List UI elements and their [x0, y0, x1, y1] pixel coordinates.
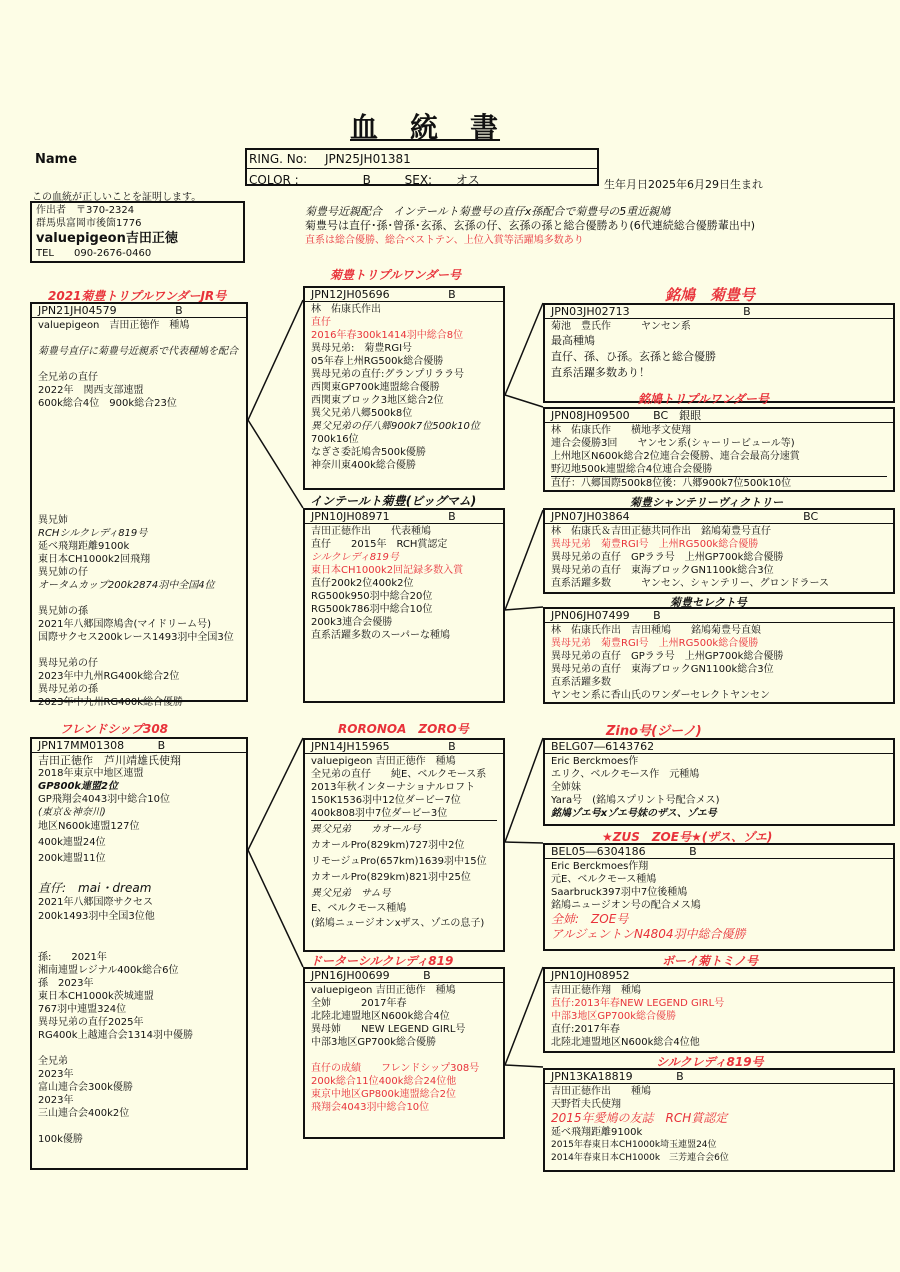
sss-ring: JPN03JH02713: [551, 305, 630, 318]
sd-title: インテールト菊豊(ビッグマム): [310, 494, 477, 508]
breeder-line: 作出者 〒370-2324: [36, 205, 135, 216]
dd-color: B: [423, 969, 431, 982]
sd-box: [303, 508, 505, 703]
ssd-box: [543, 407, 895, 492]
pedigree-line: 767羽中連盟324位: [38, 1004, 127, 1015]
pedigree-line: RG500k950羽中総合20位: [311, 591, 433, 602]
dd-box: [303, 967, 505, 1139]
pedigree-line: 最高種鳩: [551, 334, 595, 347]
sd-header: [305, 510, 503, 524]
dds-title: ボーイ菊トミノ号: [662, 954, 759, 968]
sd-ring: JPN10JH08971: [311, 510, 390, 523]
pedigree-line: 東日本CH1000k茨城連盟: [38, 991, 154, 1002]
pedigree-line: [38, 462, 240, 475]
pedigree-line: 2014年春東日本CH1000k 三芳連合会6位: [551, 1153, 729, 1163]
pedigree-line: [38, 410, 240, 423]
pedigree-line: 異兄姉: [38, 515, 68, 526]
sdd-title: 菊豊セレクト号: [670, 596, 747, 609]
dss-box: [543, 738, 895, 826]
pedigree-line: RCHシルクレディ819号: [38, 528, 148, 539]
sss-box: [543, 303, 895, 403]
pedigree-line: 直仔 2015年 RCH賞認定: [311, 539, 448, 550]
sds-title: 菊豊シャンテリーヴィクトリー: [630, 496, 784, 509]
pedigree-line: 連合会優勝3回 ヤンセン系(シャーリービュール等): [551, 438, 795, 449]
ring-label: RING. No:: [249, 152, 308, 166]
pedigree-line: 2018年東京中地区連盟: [38, 768, 144, 779]
pedigree-line: 200k1493羽中全国3位他: [38, 911, 155, 922]
pedigree-line: GP800k連盟2位: [38, 781, 119, 792]
page-title: 血 統 書: [350, 111, 501, 144]
pedigree-line: [38, 592, 240, 605]
dam-header: [32, 739, 246, 753]
pedigree-line: RG500k786羽中総合10位: [311, 604, 433, 615]
pedigree-line: [38, 1120, 240, 1133]
dd-ring: JPN16JH00699: [311, 969, 390, 982]
pedigree-line: Yara号 (銘鳩スプリント号配合メス): [551, 795, 720, 806]
color-value: B: [362, 173, 371, 187]
sire-ring: JPN21JH04579: [38, 304, 117, 317]
pedigree-line: [38, 867, 240, 880]
pedigree-line: 直仔、孫、ひ孫。玄孫と総合優勝: [551, 350, 716, 363]
pedigree-line: (東京＆神奈川): [38, 807, 106, 818]
pedigree-line: 異母兄弟の仔: [38, 658, 98, 669]
pedigree-line: 西関東GP700k連盟総合優勝: [311, 382, 440, 393]
pedigree-line: 150K1536羽中12位ダービー7位: [311, 795, 461, 806]
pedigree-line: Eric Berckmoes作: [551, 756, 639, 767]
pedigree-line: 上州地区N600k総合2位連合会優勝、連合会最高分速賞: [551, 451, 800, 462]
dss-title: Zino号(ジーノ): [606, 724, 702, 739]
pedigree-line: シルクレディ819号: [311, 552, 399, 563]
pedigree-line: 異父兄弟 カオール号: [311, 824, 421, 835]
sds-header: [545, 510, 893, 524]
pedigree-line: [38, 358, 240, 371]
breeder-tel: TEL 090-2676-0460: [36, 248, 152, 259]
pedigree-line: 直仔200k2位400k2位: [311, 578, 414, 589]
pedigree-line: 林 佑康氏作出 吉田種鳩 銘鳩菊豊号直娘: [551, 625, 761, 636]
pedigree-line: 直系活躍多数のスーパーな種鳩: [311, 630, 450, 641]
pedigree-line: 直系活躍多数 ヤンセン、シャンテリー、グロンドラース: [551, 578, 829, 589]
pedigree-line: 異母兄弟の孫: [38, 684, 98, 695]
sds-box: [543, 508, 895, 594]
pedigree-line: 異兄姉の孫: [38, 606, 88, 617]
pedigree-line: リモージュPro(657km)1639羽中15位: [311, 856, 487, 867]
pedigree-line: 05年春上州RG500k総合優勝: [311, 356, 444, 367]
pedigree-line: 400k808羽中7位ダービー3位: [311, 807, 497, 821]
pedigree-line: 異母兄弟の直仔 GPララ号 上州GP700k総合優勝: [551, 651, 784, 662]
pedigree-line: 全姉: ZOE号: [551, 912, 629, 926]
pedigree-line: 北陸北連盟地区N600k総合4位他: [551, 1037, 700, 1048]
sdd-box: [543, 607, 895, 704]
sdd-color: B: [653, 609, 661, 622]
pedigree-line: 異母兄弟 菊豊RGⅠ号 上州RG500k総合優勝: [551, 539, 759, 550]
dsd-title: ★ZUS ZOE号★(ザス、ゾエ): [602, 830, 773, 844]
pedigree-line: 2022年 関西支部連盟: [38, 385, 144, 396]
ring-box: [245, 148, 599, 186]
pedigree-line: [311, 1049, 497, 1062]
pedigree-line: 異父兄弟 サム号: [311, 888, 391, 899]
ds-title: RORONOA ZORO号: [338, 722, 469, 736]
dss-ring: BELG07―6143762: [551, 740, 655, 753]
pedigree-line: 異母兄弟の直仔 東海ブロックGN1100k総合3位: [551, 565, 774, 576]
pedigree-line: [38, 423, 240, 436]
pedigree-line: 直仔の成績 フレンドシップ308号: [311, 1063, 480, 1074]
sire-color: B: [175, 304, 183, 317]
pedigree-line: ヤンセン系に香山氏のワンダーセレクトヤンセン: [551, 690, 770, 701]
dam-title: フレンドシップ308: [60, 722, 169, 736]
pedigree-line: 三山連合会400k2位: [38, 1108, 130, 1119]
pedigree-line: 全兄弟の直仔 純E、ベルクモース系: [311, 769, 487, 780]
pedigree-line: 神奈川東400k総合優勝: [311, 460, 416, 471]
dam-ring: JPN17MM01308: [38, 739, 125, 752]
note-line: 菊豊号は直仔･孫･曾孫･玄孫、玄孫の仔、玄孫の孫と総合優勝あり(6代連続総合優勝輩出中): [305, 219, 756, 232]
pedigree-line: 400k連盟24位: [38, 837, 106, 848]
pedigree-line: 2013年秋インターナショナルロフト: [311, 782, 476, 793]
ss-ring: JPN12JH05696: [311, 288, 390, 301]
pedigree-line: 直仔: [311, 317, 331, 328]
pedigree-line: 異母兄弟 菊豊RGⅠ号 上州RG500k総合優勝: [551, 638, 759, 649]
name-label: Name: [35, 152, 78, 167]
dam-box: [30, 737, 248, 1170]
ddd-title: シルクレディ819号: [656, 1055, 764, 1069]
ss-box: [303, 286, 505, 490]
pedigree-line: 中部3地区GP700k総合優勝: [311, 1037, 437, 1048]
pedigree-line: 直仔：八郷国際500k8位後：八郷900k7位500k10位: [551, 476, 887, 490]
pedigree-line: 林 佑康氏作 横地孝文使翔: [551, 425, 691, 436]
dd-title: ドーターシルクレディ819: [310, 954, 454, 968]
pedigree-line: カオールPro(829km)821羽中25位: [311, 872, 471, 883]
sd-color: B: [448, 510, 456, 523]
pedigree-line: 全兄弟の直仔: [38, 372, 98, 383]
pedigree-line: 2015年愛鳩の友誌 RCH賞認定: [551, 1111, 728, 1125]
pedigree-line: 異父兄弟の仔八郷900k7位500k10位: [311, 421, 480, 432]
pedigree-line: 林 佑康氏＆吉田正徳共同作出 銘鳩菊豊号直仔: [551, 526, 771, 537]
pedigree-line: 異母兄弟の直仔:グランプリララ号: [311, 369, 464, 380]
sex-label: SEX:: [404, 173, 433, 187]
birth-date: 生年月日2025年6月29日生まれ: [604, 178, 763, 191]
pedigree-line: 200k総合11位400k総合24位他: [311, 1076, 457, 1087]
breeder-name: valuepigeon吉田正徳: [36, 231, 178, 246]
sire-header: [32, 304, 246, 318]
pedigree-line: 吉田正徳作出 種鳩: [551, 1086, 651, 1097]
pedigree-line: 2015年春東日本CH1000k埼玉連盟24位: [551, 1140, 717, 1150]
pedigree-line: 異母兄弟の直仔 東海ブロックGN1100k総合3位: [551, 664, 774, 675]
pedigree-line: 銘鳩ゾエ号xゾエ号妹のザス、ゾエ号: [551, 808, 717, 819]
pedigree-line: valuepigeon 吉田正徳作 種鳩: [311, 756, 456, 767]
pedigree-line: [38, 938, 240, 951]
pedigree-line: 西関東ブロック3地区総合2位: [311, 395, 444, 406]
breeder-line: 群馬県富岡市後箇1776: [36, 218, 142, 229]
pedigree-line: [38, 449, 240, 462]
pedigree-line: カオールPro(829km)727羽中2位: [311, 840, 465, 851]
pedigree-line: 2016年春300k1414羽中総合8位: [311, 330, 464, 341]
pedigree-line: 異母兄弟の直仔2025年: [38, 1017, 144, 1028]
pedigree-line: [38, 436, 240, 449]
ds-header: [305, 740, 503, 754]
pedigree-line: 延べ飛翔距離9100k: [551, 1127, 643, 1138]
ss-color: B: [448, 288, 456, 301]
pedigree-line: [38, 925, 240, 938]
ssd-header: [545, 409, 893, 423]
pedigree-line: RG400k上越連合会1314羽中優勝: [38, 1030, 194, 1041]
pedigree-line: オータムカップ200k2874羽中全国4位: [38, 580, 215, 591]
pedigree-line: 直仔:2013年春NEW LEGEND GIRL号: [551, 998, 725, 1009]
pedigree-line: (銘鳩ニュージオンxザス、ゾエの息子): [311, 918, 485, 929]
dsd-ring: BEL05―6304186: [551, 845, 646, 858]
pedigree-line: 2023年: [38, 1095, 74, 1106]
pedigree-line: エリク、ベルクモース作 元種鳩: [551, 769, 700, 780]
pedigree-line: 600k総合4位 900k総合23位: [38, 398, 177, 409]
pedigree-line: 異母姉 NEW LEGEND GIRL号: [311, 1024, 466, 1035]
pedigree-line: 東日本CH1000k2回飛翔: [38, 554, 151, 565]
pedigree-line: [38, 332, 240, 345]
dd-header: [305, 969, 503, 983]
pedigree-line: 吉田正徳作出 代表種鳩: [311, 526, 431, 537]
sdd-header: [545, 609, 893, 623]
pedigree-line: [38, 488, 240, 501]
ssd-ring: JPN08JH09500: [551, 409, 630, 422]
note-line: 菊豊号近親配合 インテールト菊豊号の直仔x孫配合で菊豊号の5重近親鳩: [305, 205, 671, 218]
pedigree-line: 吉田正徳作 芦川靖雄氏使翔: [38, 754, 181, 767]
ss-title: 菊豊トリプルワンダー号: [330, 268, 462, 282]
sds-color: BC: [803, 510, 819, 523]
pedigree-line: E、ベルクモース種鳩: [311, 903, 407, 914]
pedigree-line: 異兄姉の仔: [38, 567, 88, 578]
ddd-ring: JPN13KA18819: [551, 1070, 633, 1083]
pedigree-line: 銘鳩ニュージオン号の配合メス鳩: [551, 900, 701, 911]
pedigree-line: valuepigeon 吉田正徳作 種鳩: [311, 985, 456, 996]
sire-title: 2021菊豊トリプルワンダーJR号: [48, 289, 227, 303]
pedigree-line: 中部3地区GP700k総合優勝: [551, 1011, 677, 1022]
ds-box: [303, 738, 505, 952]
pedigree-line: 東日本CH1000k2回記録多数入賞: [311, 565, 464, 576]
breeder-box: [30, 201, 245, 263]
pedigree-line: 孫: 2021年: [38, 952, 107, 963]
dds-header: [545, 969, 893, 983]
ss-header: [305, 288, 503, 302]
pedigree-line: 直系活躍多数: [551, 677, 611, 688]
sex-value: オス: [455, 173, 480, 187]
pedigree-line: 菊池 豊氏作 ヤンセン系: [551, 321, 691, 332]
pedigree-line: 湘南連盟レジナル400k総合6位: [38, 965, 179, 976]
pedigree-line: 富山連合会300k優勝: [38, 1082, 133, 1093]
ds-color: B: [448, 740, 456, 753]
sire-box: [30, 302, 248, 708]
pedigree-line: アルジェントンN4804羽中総合優勝: [551, 927, 746, 941]
pedigree-line: 2021年八郷国際鳩舎(マイドリーム号): [38, 619, 212, 630]
dsd-box: [543, 843, 895, 951]
pedigree-line: 全姉 2017年春: [311, 998, 407, 1009]
pedigree-line: 異父兄弟八郷500k8位: [311, 408, 413, 419]
ddd-header: [545, 1070, 893, 1084]
pedigree-line: 100k優勝: [38, 1134, 83, 1145]
ring-value: JPN25JH01381: [324, 152, 411, 166]
dsd-header: [545, 845, 893, 859]
pedigree-line: 直仔:2017年春: [551, 1024, 620, 1035]
pedigree-line: 菊豊号直仔に菊豊号近親系で代表種鳩を配合: [38, 346, 238, 357]
pedigree-line: GP飛翔会4043羽中総合10位: [38, 794, 170, 805]
pedigree-line: 林 佑康氏作出: [311, 304, 381, 315]
pedigree-line: valuepigeon 吉田正徳作 種鳩: [38, 320, 190, 331]
sss-title: 銘鳩 菊豊号: [665, 286, 756, 304]
pedigree-line: Saarbruck397羽中7位後種鳩: [551, 887, 688, 898]
pedigree-line: [38, 1042, 240, 1055]
pedigree-line: 天野哲夫氏使翔: [551, 1099, 621, 1110]
sss-color: B: [743, 305, 751, 318]
pedigree-line: 孫 2023年: [38, 978, 94, 989]
pedigree-line: 地区N600k連盟127位: [38, 821, 140, 832]
dsd-color: B: [689, 845, 697, 858]
pedigree-line: 飛翔会4043羽中総合10位: [311, 1102, 430, 1113]
pedigree-line: 2023年中九州RG400k総合2位: [38, 671, 180, 682]
pedigree-line: なぎさ委託鳩舎500k優勝: [311, 447, 426, 458]
pedigree-line: [38, 644, 240, 657]
note-line: 直系は総合優勝、総合ベストテン、上位入賞等活躍鳩多数あり: [305, 235, 584, 246]
ddd-color: B: [676, 1070, 684, 1083]
certify-text: この血統が正しいことを証明します。: [32, 192, 202, 203]
pedigree-line: 700k16位: [311, 434, 359, 445]
ssd-color: BC 銀眼: [653, 409, 702, 422]
pedigree-line: 北陸北連盟地区N600k総合4位: [311, 1011, 450, 1022]
pedigree-line: 2023年: [38, 1069, 74, 1080]
dds-box: [543, 967, 895, 1053]
pedigree-line: 延べ飛翔距離9100k: [38, 541, 130, 552]
pedigree-line: 元E、ベルクモース種鳩: [551, 874, 657, 885]
color-label: COLOR :: [249, 173, 299, 187]
pedigree-line: 異母兄弟の直仔 GPララ号 上州GP700k総合優勝: [551, 552, 784, 563]
sdd-ring: JPN06JH07499: [551, 609, 630, 622]
ssd-title: 銘鳩トリプルワンダー号: [638, 392, 770, 406]
ds-ring: JPN14JH15965: [311, 740, 390, 753]
pedigree-line: 全兄弟: [38, 1056, 68, 1067]
ddd-box: [543, 1068, 895, 1172]
pedigree-line: Eric Berckmoes作翔: [551, 861, 649, 872]
pedigree-line: 直仔: mai・dream: [38, 881, 152, 895]
pedigree-line: 吉田正徳作翔 種鳩: [551, 985, 641, 996]
dss-header: [545, 740, 893, 754]
pedigree-line: 2023年中九州RG400k総合優勝: [38, 697, 184, 708]
pedigree-line: 200k3連合会優勝: [311, 617, 393, 628]
pedigree-line: 異母兄弟: 菊豊RGⅠ号: [311, 343, 413, 354]
sds-ring: JPN07JH03864: [551, 510, 630, 523]
pedigree-line: [38, 475, 240, 488]
pedigree-line: 200k連盟11位: [38, 853, 106, 864]
pedigree-line: 東京中地区GP800k連盟総合2位: [311, 1089, 457, 1100]
pedigree-line: 野辺地500k連盟総合4位連合会優勝: [551, 464, 713, 475]
sss-header: [545, 305, 893, 319]
pedigree-line: [38, 501, 240, 514]
pedigree-line: 全姉妹: [551, 782, 581, 793]
dds-ring: JPN10JH08952: [551, 969, 630, 982]
pedigree-line: 直系活躍多数あり！: [551, 366, 650, 379]
pedigree-line: 国際サクセス200kレース1493羽中全国3位: [38, 632, 234, 643]
pedigree-line: 2021年八郷国際サクセス: [38, 897, 154, 908]
dam-color: B: [157, 739, 166, 752]
